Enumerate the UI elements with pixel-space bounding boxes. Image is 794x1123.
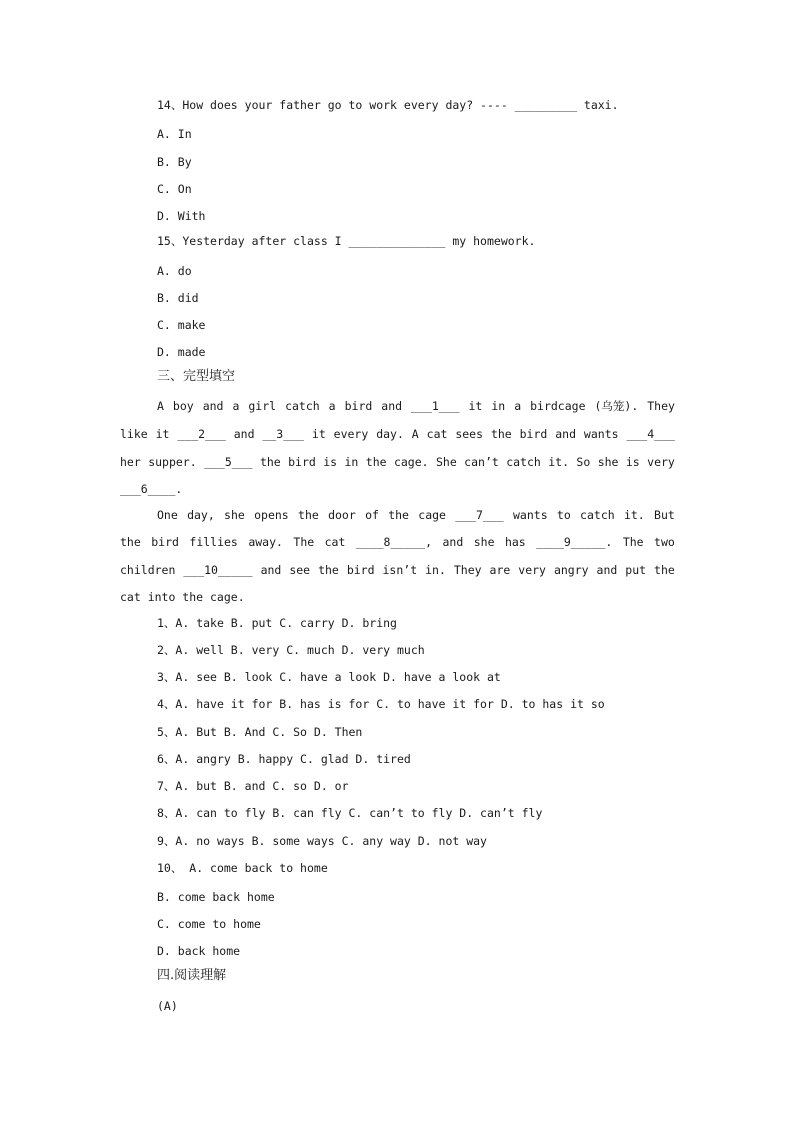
para1-line2-word: cat	[426, 427, 448, 441]
para1-line3-word: in	[344, 455, 359, 469]
para2-line3-word: in.	[425, 563, 446, 577]
para2-line3-word: are	[489, 563, 511, 577]
para2-line1-word: door	[328, 508, 356, 522]
choice-10: 10、 A. come back to home	[157, 861, 328, 875]
para1-line3-word: her	[120, 455, 141, 469]
choice-1: 1、A. take B. put C. carry D. bring	[157, 616, 397, 630]
para2-line3-word: and	[260, 563, 282, 577]
passage-para1-line3	[120, 454, 675, 470]
q14-option-d: D. With	[157, 209, 206, 223]
para1-line3-word: bird	[288, 455, 316, 469]
passage-para2-line4: cat into the cage.	[120, 590, 245, 604]
para1-line1-word: They	[647, 399, 675, 413]
para2-line3-word: the	[654, 563, 675, 577]
para2-line3-word: very	[518, 563, 546, 577]
choice-10-option-b: B. come back home	[157, 890, 275, 904]
para2-line1-word: the	[298, 508, 319, 522]
para2-line3-word: children	[120, 563, 176, 577]
para2-line2-word: two	[654, 535, 675, 549]
para2-line3-word: isn’t	[382, 563, 418, 577]
para2-line3-word: see	[289, 563, 311, 577]
para2-line1-word: to	[556, 508, 571, 522]
passage-para2-line3	[120, 562, 675, 578]
para1-line2-word: sees	[455, 427, 484, 441]
para1-line2-word: A	[411, 427, 419, 441]
para1-line2-word: the	[490, 427, 512, 441]
para2-line2-word: bird	[151, 535, 179, 549]
para2-line1-word: the	[388, 508, 409, 522]
para1-line1-word: bird	[344, 399, 373, 413]
para1-line1-word: A	[157, 399, 164, 413]
q15-option-d: D. made	[157, 345, 206, 359]
para1-line1-word: (乌笼).	[594, 399, 639, 413]
section4-title: 四.阅读理解	[157, 968, 227, 983]
passage-para2-line2	[120, 534, 675, 550]
choice-8: 8、A. can to fly B. can fly C. can’t to fly D. can’t fly	[157, 806, 543, 820]
para2-line3-word: the	[318, 563, 339, 577]
para1-line1-word: and	[381, 399, 403, 413]
passage-para1-line1	[157, 398, 675, 414]
para1-line3-word: can’t	[464, 455, 499, 469]
q15-option-a: A. do	[157, 264, 192, 278]
section3-title: 三、完型填空	[157, 369, 236, 384]
para2-line2-word: ____9_____.	[536, 535, 613, 549]
choice-10-option-d: D. back home	[157, 944, 241, 958]
para1-line1-word: it	[468, 399, 483, 413]
para1-line2-word: and	[233, 427, 255, 441]
para2-line2-word: fillies	[189, 535, 238, 549]
para2-line1-word: catch	[580, 508, 615, 522]
para1-line1-word: girl	[248, 399, 277, 413]
q15-stem: 15、Yesterday after class I ______________ my homework.	[157, 234, 536, 248]
para1-line3-word: it.	[548, 455, 570, 469]
para2-line3-word: and	[596, 563, 618, 577]
para1-line1-word: a	[514, 399, 522, 413]
para2-line1-word: day,	[187, 508, 215, 522]
para1-line2-word: it	[311, 427, 326, 441]
para1-line3-word: ___5___	[204, 455, 253, 469]
para2-line3-word: put	[625, 563, 647, 577]
para1-line1-word: boy	[172, 399, 194, 413]
para2-line1-word: she	[224, 508, 245, 522]
para1-line2-word: and	[555, 427, 577, 441]
choice-7: 7、A. but B. and C. so D. or	[157, 779, 349, 793]
para1-line2-word: ___4___	[626, 427, 675, 441]
para1-line3-word: catch	[506, 455, 541, 469]
q14-stem: 14、How does your father go to work every day? ---- _________ taxi.	[157, 98, 619, 112]
para2-line1-word: ___7___	[455, 508, 504, 522]
para2-line3-word: angry	[553, 563, 589, 577]
choice-2: 2、A. well B. very C. much D. very much	[157, 643, 425, 657]
para1-line3-word: the	[365, 455, 387, 469]
para1-line3-word: very	[647, 455, 675, 469]
para2-line2-word: and	[442, 535, 464, 549]
para1-line1-word: ___1___	[411, 399, 460, 413]
choice-10-option-c: C. come to home	[157, 917, 261, 931]
para2-line1-word: One	[157, 508, 178, 522]
q15-option-c: C. make	[157, 318, 206, 332]
para2-line1-word: it.	[623, 508, 645, 522]
para2-line1-word: of	[365, 508, 379, 522]
section4-sub: (A)	[157, 999, 178, 1013]
para2-line3-word: They	[453, 563, 482, 577]
q15-option-b: B. did	[157, 291, 199, 305]
choice-3: 3、A. see B. look C. have a look D. have a look at	[157, 670, 501, 684]
para1-line2-word: ___2___	[177, 427, 226, 441]
para1-line2-word: it	[155, 427, 170, 441]
para2-line2-word: cat	[324, 535, 346, 549]
para2-line1-word: opens	[254, 508, 289, 522]
passage-para1-line4: ___6____.	[120, 482, 183, 496]
para2-line2-word: The	[622, 535, 644, 549]
para1-line2-word: every	[333, 427, 369, 441]
para1-line3-word: supper.	[148, 455, 197, 469]
para1-line2-word: __3___	[262, 427, 304, 441]
para1-line1-word: and	[202, 399, 224, 413]
para1-line3-word: the	[259, 455, 281, 469]
para1-line2-word: bird	[519, 427, 548, 441]
para1-line3-word: is	[625, 455, 640, 469]
choice-6: 6、A. angry B. happy C. glad D. tired	[157, 752, 411, 766]
para1-line1-word: a	[328, 399, 336, 413]
para1-line2-word: wants	[583, 427, 619, 441]
para1-line1-word: birdcage	[530, 399, 586, 413]
para1-line3-word: She	[435, 455, 457, 469]
para2-line2-word: The	[293, 535, 315, 549]
q14-option-a: A. In	[157, 127, 192, 141]
choice-4: 4、A. have it for B. has is for C. to have it for D. to has it so	[157, 697, 605, 711]
para2-line2-word: the	[120, 535, 141, 549]
passage-para2-line1	[157, 507, 675, 523]
para1-line2-word: day.	[376, 427, 404, 441]
para1-line2-word: like	[120, 427, 148, 441]
para1-line3-word: is	[323, 455, 338, 469]
para2-line2-word: ____8_____,	[355, 535, 433, 549]
para2-line1-word: cage	[418, 508, 446, 522]
q14-option-b: B. By	[157, 155, 192, 169]
choice-5: 5、A. But B. And C. So D. Then	[157, 725, 363, 739]
para2-line1-word: But	[654, 508, 675, 522]
para2-line3-word: bird	[346, 563, 375, 577]
para1-line3-word: she	[597, 455, 619, 469]
para2-line1-word: wants	[513, 508, 548, 522]
para2-line2-word: away.	[248, 535, 283, 549]
para2-line3-word: ___10_____	[183, 563, 253, 577]
para1-line3-word: cage.	[393, 455, 429, 469]
passage-para1-line2	[120, 426, 675, 442]
para1-line1-word: catch	[285, 399, 320, 413]
para1-line1-word: in	[491, 399, 506, 413]
para2-line2-word: she	[473, 535, 495, 549]
para1-line3-word: So	[576, 455, 591, 469]
q14-option-c: C. On	[157, 182, 192, 196]
para2-line2-word: has	[504, 535, 526, 549]
choice-9: 9、A. no ways B. some ways C. any way D. not way	[157, 834, 487, 848]
para1-line1-word: a	[232, 399, 240, 413]
